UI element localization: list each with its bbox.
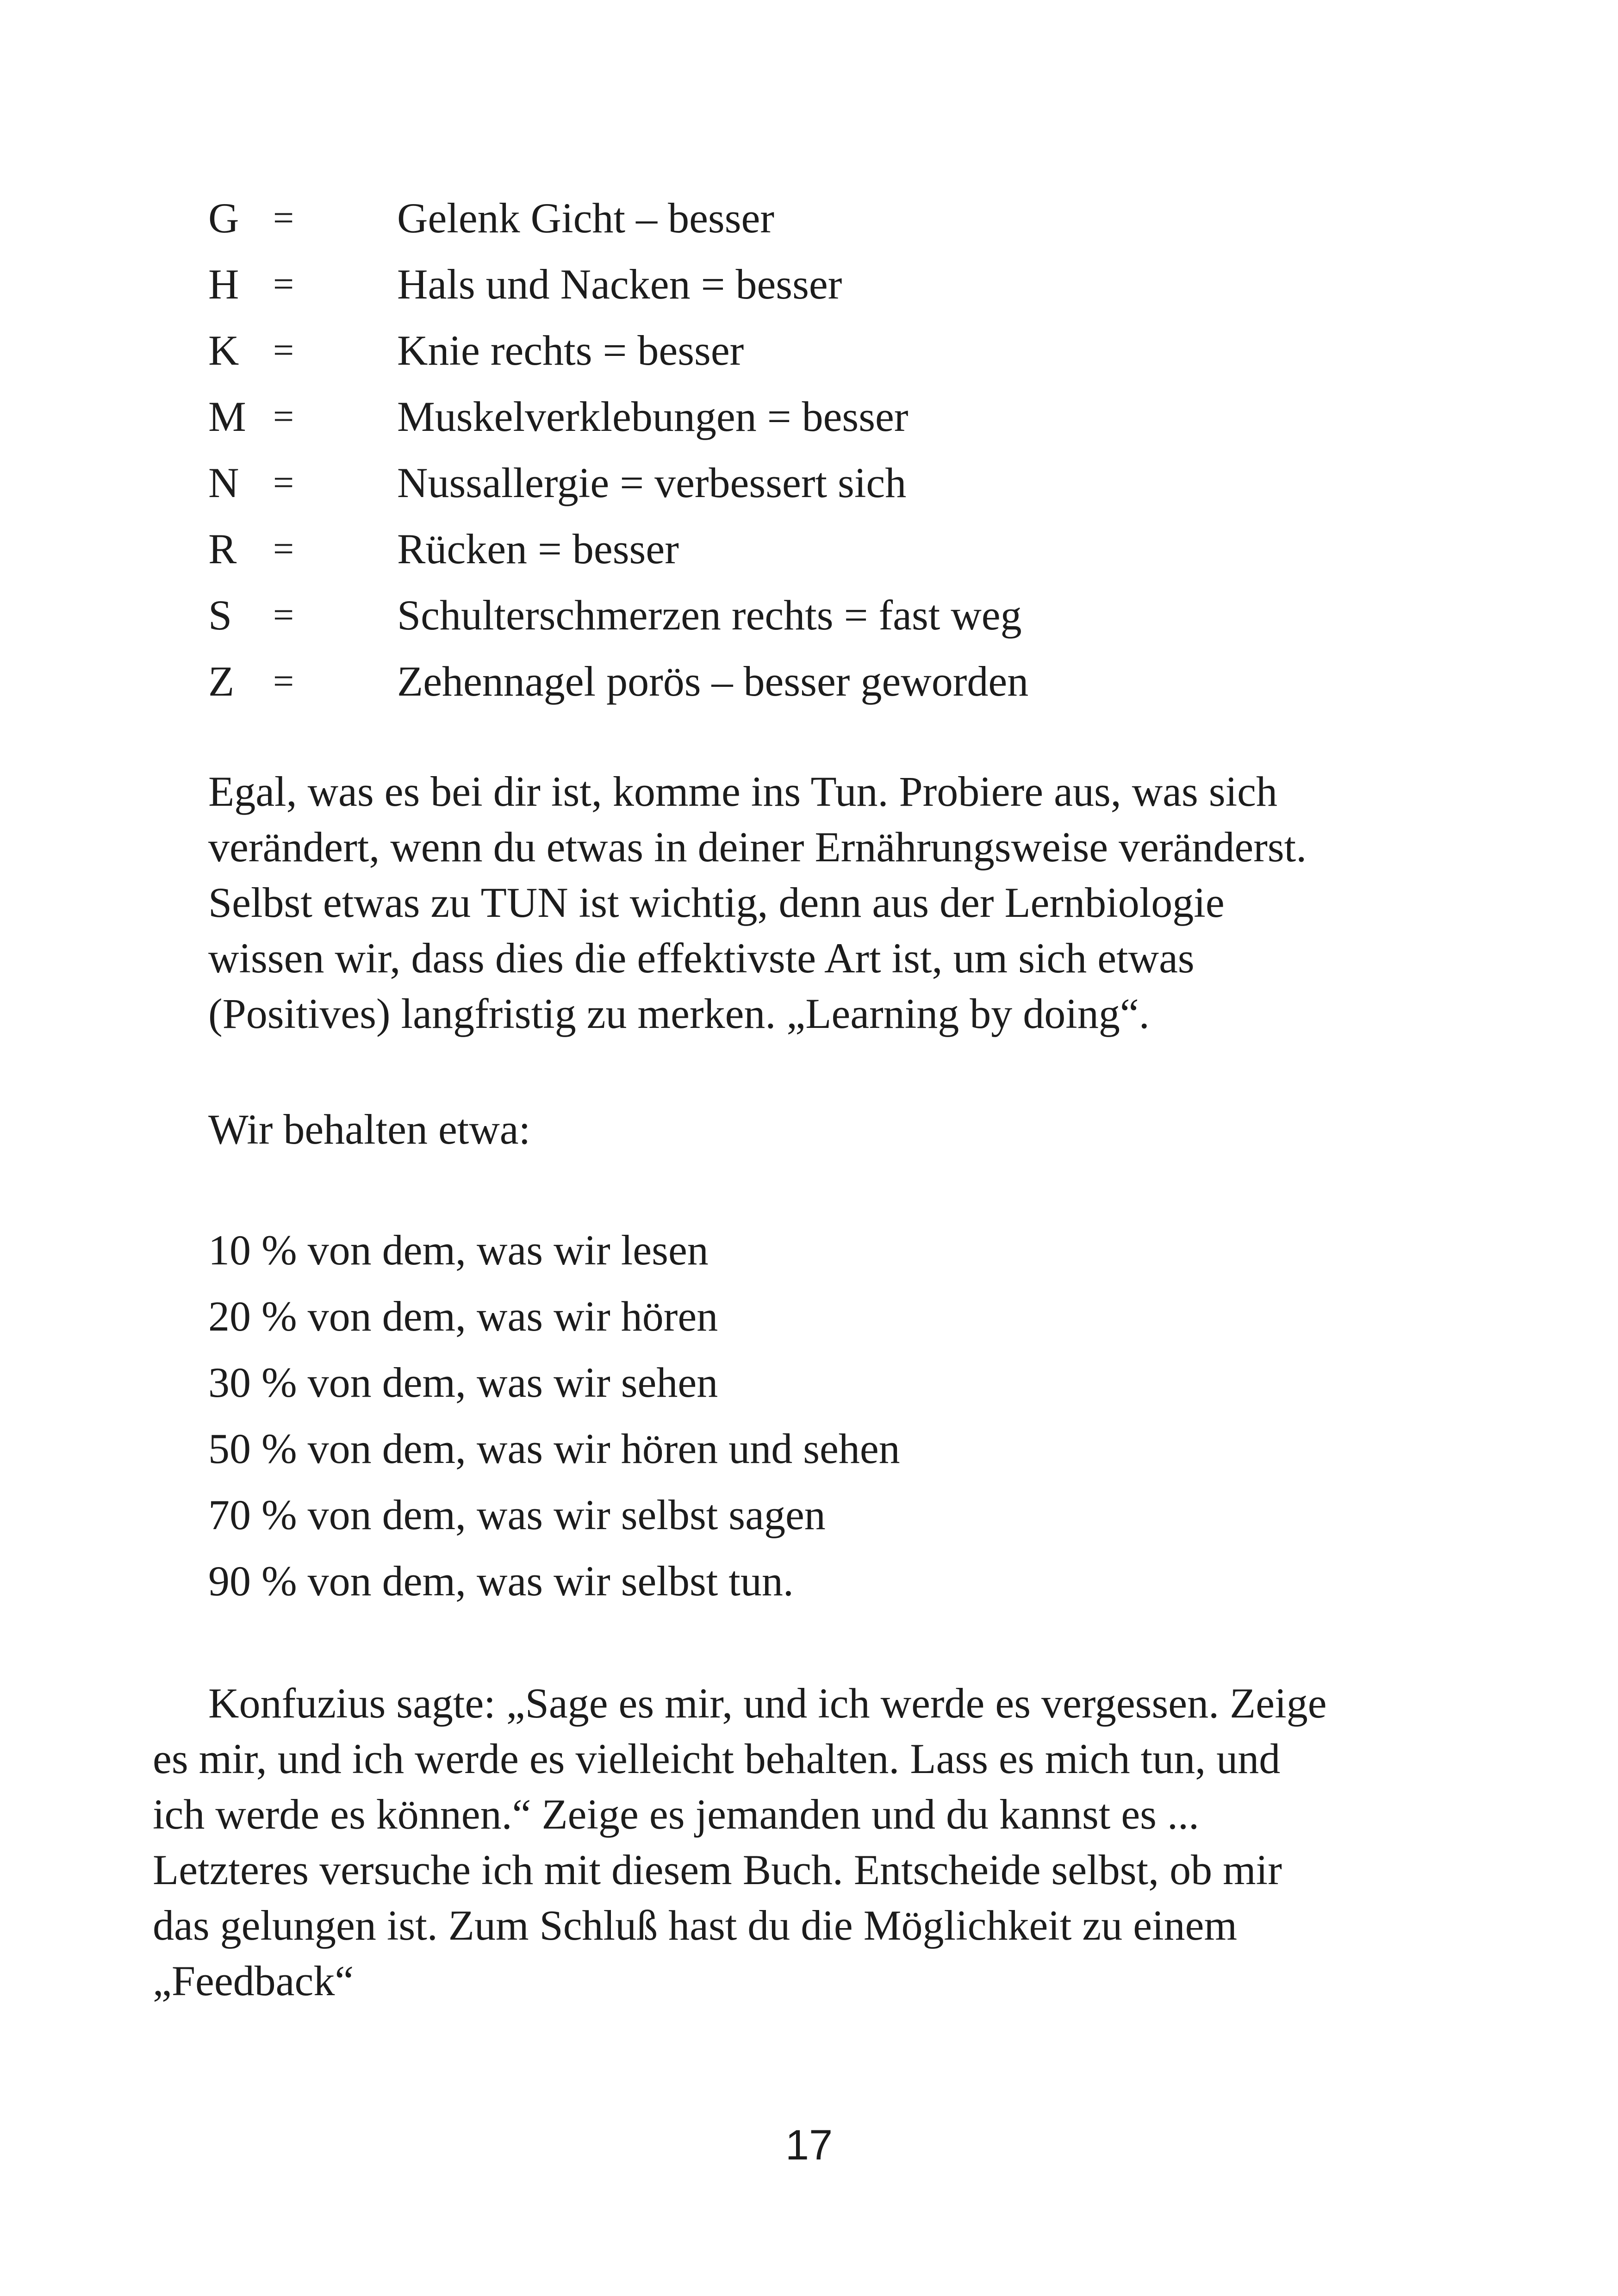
- symptom-legend: [208, 185, 1412, 715]
- legend-text: Muskelverklebungen = besser: [397, 393, 909, 440]
- paragraph-line: Wir behalten etwa:: [208, 1106, 531, 1153]
- paragraph-line: Konfuzius sagte: „Sage es mir, und ich werde es vergessen. Zeige: [208, 1680, 1327, 1727]
- legend-text: Knie rechts = besser: [397, 327, 744, 374]
- paragraph-line: verändert, wenn du etwas in deiner Ernährungsweise veränderst.: [208, 823, 1307, 871]
- legend-text: Nussallergie = verbessert sich: [397, 459, 907, 506]
- legend-text: Schulterschmerzen rechts = fast weg: [397, 591, 1022, 639]
- paragraph-line: wissen wir, dass dies die effektivste Art ist, um sich etwas: [208, 934, 1195, 982]
- legend-equals: =: [273, 595, 294, 635]
- legend-letter: S: [208, 591, 232, 639]
- list-item: 50 % von dem, was wir hören und sehen: [208, 1425, 900, 1472]
- paragraph-line: es mir, und ich werde es vielleicht behalten. Lass es mich tun, und: [153, 1735, 1281, 1782]
- retain-heading: [208, 1101, 1412, 1157]
- legend-row: [208, 251, 1412, 317]
- paragraph-line: das gelungen ist. Zum Schluß hast du die Möglichkeit zu einem: [153, 1902, 1238, 1949]
- legend-equals: =: [273, 529, 294, 569]
- legend-letter: H: [208, 261, 239, 308]
- list-item: 20 % von dem, was wir hören: [208, 1293, 718, 1340]
- legend-equals: =: [273, 462, 294, 503]
- legend-equals: =: [273, 198, 294, 238]
- legend-row: [208, 582, 1412, 648]
- list-item: 10 % von dem, was wir lesen: [208, 1226, 709, 1274]
- paragraph-line: Egal, was es bei dir ist, komme ins Tun. Probiere aus, was sich: [208, 768, 1278, 815]
- legend-text: Hals und Nacken = besser: [397, 261, 842, 308]
- legend-equals: =: [273, 396, 294, 437]
- legend-row: [208, 384, 1412, 450]
- paragraph-line: (Positives) langfristig zu merken. „Learning by doing“.: [208, 990, 1150, 1037]
- page-number: 17: [785, 2122, 833, 2169]
- legend-text: Zehennagel porös – besser geworden: [397, 658, 1029, 705]
- legend-row: [208, 450, 1412, 516]
- list-item: 70 % von dem, was wir selbst sagen: [208, 1491, 826, 1538]
- legend-letter: Z: [208, 658, 235, 705]
- legend-letter: M: [208, 393, 246, 440]
- legend-equals: =: [273, 661, 294, 702]
- legend-letter: G: [208, 194, 239, 242]
- intro-paragraph: [208, 764, 1412, 1041]
- legend-text: Rücken = besser: [397, 525, 679, 572]
- paragraph-line: Selbst etwas zu TUN ist wichtig, denn aus der Lernbiologie: [208, 879, 1225, 926]
- retention-list: [208, 1217, 1412, 1614]
- legend-equals: =: [273, 264, 294, 305]
- quote-paragraph: [153, 1675, 1449, 2009]
- legend-text: Gelenk Gicht – besser: [397, 194, 774, 242]
- legend-row: [208, 648, 1412, 715]
- list-item: 30 % von dem, was wir sehen: [208, 1359, 718, 1406]
- legend-row: [208, 516, 1412, 582]
- legend-row: [208, 317, 1412, 384]
- legend-letter: R: [208, 525, 237, 572]
- legend-row: [208, 185, 1412, 251]
- list-item: 90 % von dem, was wir selbst tun.: [208, 1557, 794, 1605]
- paragraph-line: „Feedback“: [153, 1957, 354, 2004]
- paragraph-line: Letzteres versuche ich mit diesem Buch. Entscheide selbst, ob mir: [153, 1846, 1282, 1893]
- legend-letter: N: [208, 459, 239, 506]
- paragraph-line: ich werde es können.“ Zeige es jemanden und du kannst es ...: [153, 1791, 1199, 1838]
- legend-letter: K: [208, 327, 239, 374]
- legend-equals: =: [273, 330, 294, 371]
